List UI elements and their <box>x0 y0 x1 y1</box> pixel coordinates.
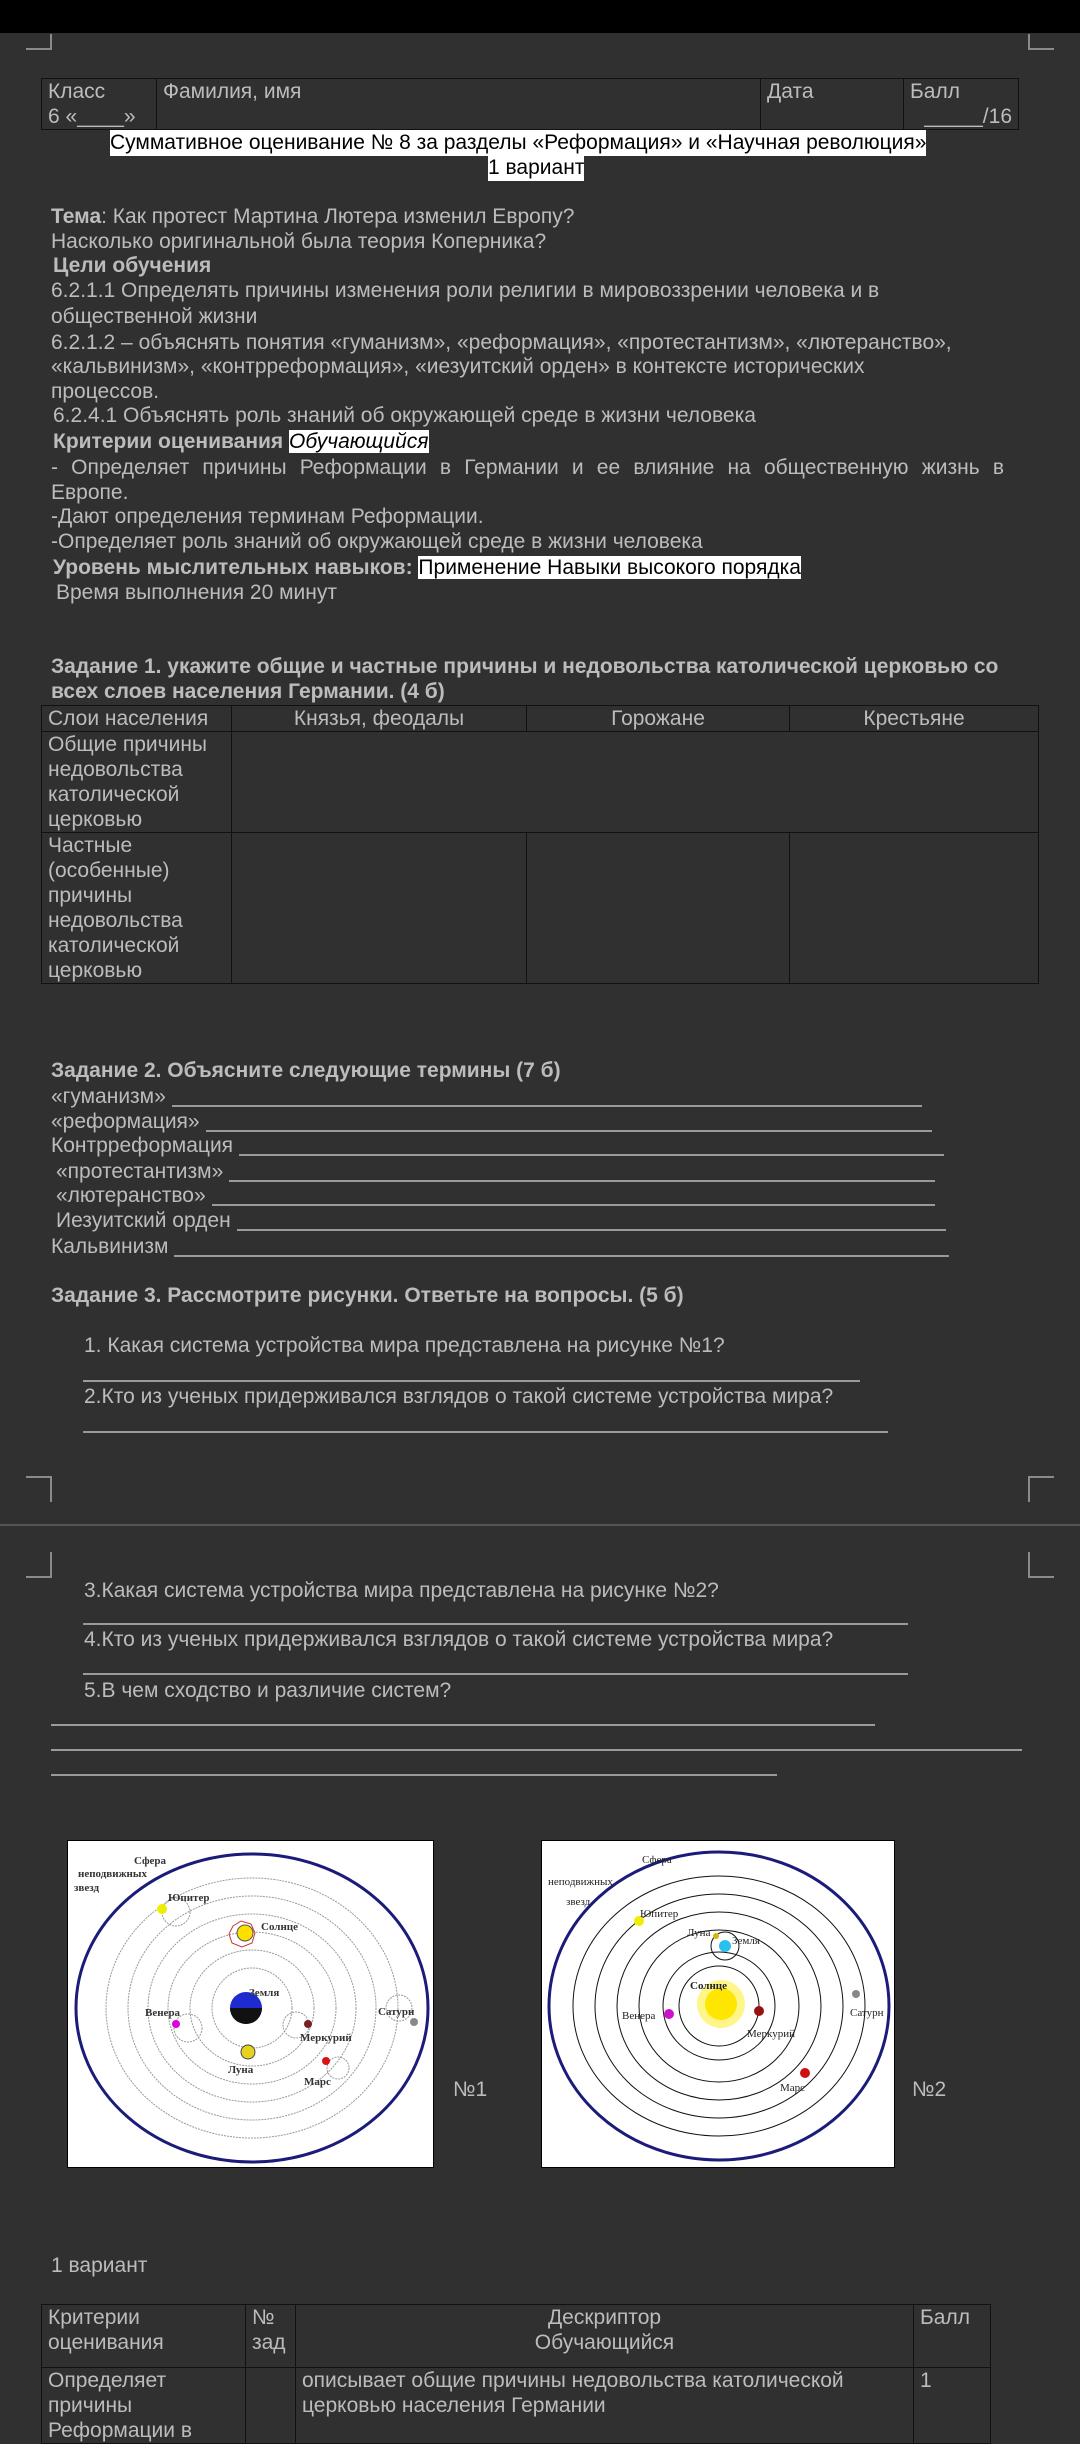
svg-text:звезд: звезд <box>74 1882 100 1894</box>
jupiter <box>157 1904 167 1914</box>
svg-text:Луна: Луна <box>687 1927 711 1939</box>
svg-text:Марс: Марс <box>780 2082 806 2094</box>
answer-line[interactable] <box>51 1724 875 1726</box>
moon <box>713 1933 719 1939</box>
answer-line[interactable] <box>51 1749 1022 1751</box>
term-row <box>51 1133 233 1159</box>
answer-line[interactable] <box>212 1204 935 1206</box>
task2-title: Задание 2. Объясните следующие термины (7 б) <box>51 1059 561 1082</box>
svg-text:Земля: Земля <box>732 1935 760 1947</box>
column-subheader: Обучающийся <box>534 2331 675 2354</box>
venus <box>664 2009 674 2019</box>
goal-line: процессов. <box>51 380 160 403</box>
saturn <box>410 2018 418 2026</box>
skills-label: Уровень мыслительных навыков: <box>53 556 413 579</box>
svg-text:Меркурий: Меркурий <box>300 2032 352 2044</box>
earth <box>719 1940 731 1952</box>
page-corner-mark <box>26 1552 52 1578</box>
answer-line[interactable] <box>239 1154 944 1156</box>
task3-title: Задание 3. Рассмотрите рисунки. Ответьте на вопросы. (5 б) <box>51 1284 684 1307</box>
task1-title: всех слоев населения Германии. (4 б) <box>51 680 445 703</box>
page-corner-mark <box>26 1476 52 1502</box>
class-value: 6 «____» <box>48 105 136 128</box>
term-row <box>51 1109 200 1135</box>
answer-line[interactable] <box>206 1130 932 1132</box>
criteria-line: Европе. <box>51 481 129 504</box>
answer-line[interactable] <box>83 1623 908 1625</box>
topic-label: Тема <box>51 205 102 228</box>
column-header: Горожане <box>527 706 790 732</box>
answer-cell[interactable] <box>790 833 1039 984</box>
heliocentric-diagram <box>541 1840 895 2168</box>
answer-cell[interactable] <box>232 732 1039 833</box>
answer-line[interactable] <box>172 1105 922 1107</box>
mercury <box>304 2020 312 2028</box>
term-row <box>51 1234 168 1260</box>
term-row <box>51 1084 166 1110</box>
variant-footer: 1 вариант <box>51 2254 148 2277</box>
svg-text:Земля: Земля <box>249 1987 280 1999</box>
column-header: Дескриптор <box>547 2306 662 2329</box>
svg-text:Юпитер: Юпитер <box>168 1892 210 1904</box>
svg-text:Марс: Марс <box>304 2076 331 2088</box>
svg-text:Венера: Венера <box>622 2010 656 2022</box>
question: 4.Кто из ученых придерживался взглядов о такой системе устройства мира? <box>84 1628 834 1651</box>
sun <box>237 1925 253 1941</box>
answer-line[interactable] <box>51 1774 777 1776</box>
answer-line[interactable] <box>174 1255 949 1257</box>
rubric-table <box>41 2304 991 2444</box>
column-header: Крестьяне <box>790 706 1039 732</box>
term-row <box>56 1208 231 1234</box>
figure-1-label: №1 <box>453 2078 488 2101</box>
svg-text:Меркурий: Меркурий <box>747 2028 795 2040</box>
term-label: «протестантизм» <box>56 1160 224 1183</box>
svg-text:Юпитер: Юпитер <box>640 1908 679 1920</box>
moon <box>241 2045 255 2059</box>
mars <box>800 2068 810 2078</box>
status-bar <box>0 0 1080 33</box>
question: 1. Какая система устройства мира представлена на рисунке №1? <box>84 1334 725 1357</box>
svg-text:неподвижных: неподвижных <box>548 1876 613 1888</box>
column-header: Князья, феодалы <box>232 706 527 732</box>
column-header: Слои населения <box>42 706 232 732</box>
answer-line[interactable] <box>83 1431 888 1433</box>
name-label: Фамилия, имя <box>163 80 302 103</box>
skills-value: Применение Навыки высокого порядка <box>418 556 801 579</box>
svg-text:неподвижных: неподвижных <box>78 1868 147 1880</box>
sun <box>705 1988 737 2020</box>
term-label: «гуманизм» <box>51 1085 166 1108</box>
answer-line[interactable] <box>229 1180 935 1182</box>
svg-text:Солнце: Солнце <box>690 1980 728 1992</box>
answer-line[interactable] <box>83 1673 908 1675</box>
term-row <box>56 1159 223 1185</box>
svg-text:Луна: Луна <box>228 2064 254 2076</box>
term-label: Кальвинизм <box>51 1235 169 1258</box>
row-header: Частные (особенные) причины недовольства католической церковью <box>42 833 232 984</box>
task-number-cell <box>246 2368 296 2444</box>
goals-heading: Цели обучения <box>53 254 212 277</box>
mars <box>322 2057 330 2065</box>
page-corner-mark <box>1028 1476 1054 1502</box>
task1-title: Задание 1. укажите общие и частные причины и недовольства католической церковью со <box>51 655 999 678</box>
svg-text:Сфера: Сфера <box>134 1855 167 1867</box>
criteria-line: - Определяет причины Реформации в Германии и ее влияние на общественную жизнь в <box>51 456 1004 479</box>
score-value: _____/16 <box>924 105 1012 128</box>
term-label: Иезуитский орден <box>56 1209 231 1232</box>
svg-text:Сатурн: Сатурн <box>850 2007 884 2019</box>
svg-text:Сатурн: Сатурн <box>378 2006 415 2018</box>
variant-label: 1 вариант <box>488 156 585 179</box>
question: 5.В чем сходство и различие систем? <box>84 1679 452 1702</box>
score-cell: 1 <box>914 2368 991 2444</box>
answer-cell[interactable] <box>527 833 790 984</box>
answer-line[interactable] <box>237 1229 946 1231</box>
task1-table <box>41 705 1039 984</box>
page-corner-mark <box>26 34 52 50</box>
question: 3.Какая система устройства мира представлена на рисунке №2? <box>84 1579 719 1602</box>
goal-line: общественной жизни <box>51 305 258 328</box>
venus <box>172 2020 180 2028</box>
mercury <box>754 2006 764 2016</box>
svg-text:Венера: Венера <box>145 2007 181 2019</box>
criteria-heading: Критерии оценивания <box>53 430 284 453</box>
figure-2-label: №2 <box>912 2078 947 2101</box>
goal-line: 6.2.1.1 Определять причины изменения роли религии в мировоззрении человека и в <box>51 279 880 302</box>
page-corner-mark <box>1028 1552 1054 1578</box>
descriptor-cell: описывает общие причины недовольства католической церковью населения Германии <box>296 2368 914 2444</box>
column-header: № зад <box>246 2305 296 2368</box>
goal-line: 6.2.4.1 Объяснять роль знаний об окружающей среде в жизни человека <box>53 404 756 427</box>
row-header: Общие причины недовольства католической церковью <box>42 732 232 833</box>
date-label: Дата <box>767 80 814 103</box>
page-divider <box>0 1524 1080 1526</box>
criteria-highlight: Обучающийся <box>289 430 429 453</box>
criteria-line: -Определяет роль знаний об окружающей среде в жизни человека <box>51 530 703 553</box>
topic-line2: Насколько оригинальной была теория Коперника? <box>51 230 547 253</box>
document-title: Суммативное оценивание № 8 за разделы «Реформация» и «Научная революция» <box>110 131 927 154</box>
saturn <box>852 1990 860 1998</box>
score-label: Балл <box>910 80 960 103</box>
topic-text: : Как протест Мартина Лютера изменил Европу? <box>101 205 575 228</box>
svg-text:звезд: звезд <box>566 1896 591 1908</box>
goal-line: 6.2.1.2 – объяснять понятия «гуманизм», «реформация», «протестантизм», «лютеранство», <box>51 331 952 354</box>
class-label: Класс <box>48 80 106 103</box>
svg-text:Солнце: Солнце <box>261 1921 299 1933</box>
term-label: Контрреформация <box>51 1134 234 1157</box>
term-label: «реформация» <box>51 1110 200 1133</box>
question: 2.Кто из ученых придерживался взглядов о такой системе устройства мира? <box>84 1385 834 1408</box>
term-label: «лютеранство» <box>56 1184 206 1207</box>
criterion-cell: Определяет причины Реформации в <box>42 2368 246 2444</box>
geocentric-diagram <box>67 1840 434 2168</box>
page-corner-mark <box>1028 34 1054 50</box>
term-row <box>56 1183 206 1209</box>
answer-cell[interactable] <box>232 833 527 984</box>
time-limit: Время выполнения 20 минут <box>56 581 337 604</box>
goal-line: «кальвинизм», «контрреформация», «иезуитский орден» в контексте исторических <box>51 355 865 378</box>
answer-line[interactable] <box>83 1380 860 1382</box>
header-table <box>41 78 1019 130</box>
svg-text:Сфера: Сфера <box>642 1854 672 1866</box>
column-header: Балл <box>914 2305 991 2368</box>
criteria-line: -Дают определения терминам Реформации. <box>51 505 484 528</box>
column-header: Критерии оценивания <box>42 2305 246 2368</box>
